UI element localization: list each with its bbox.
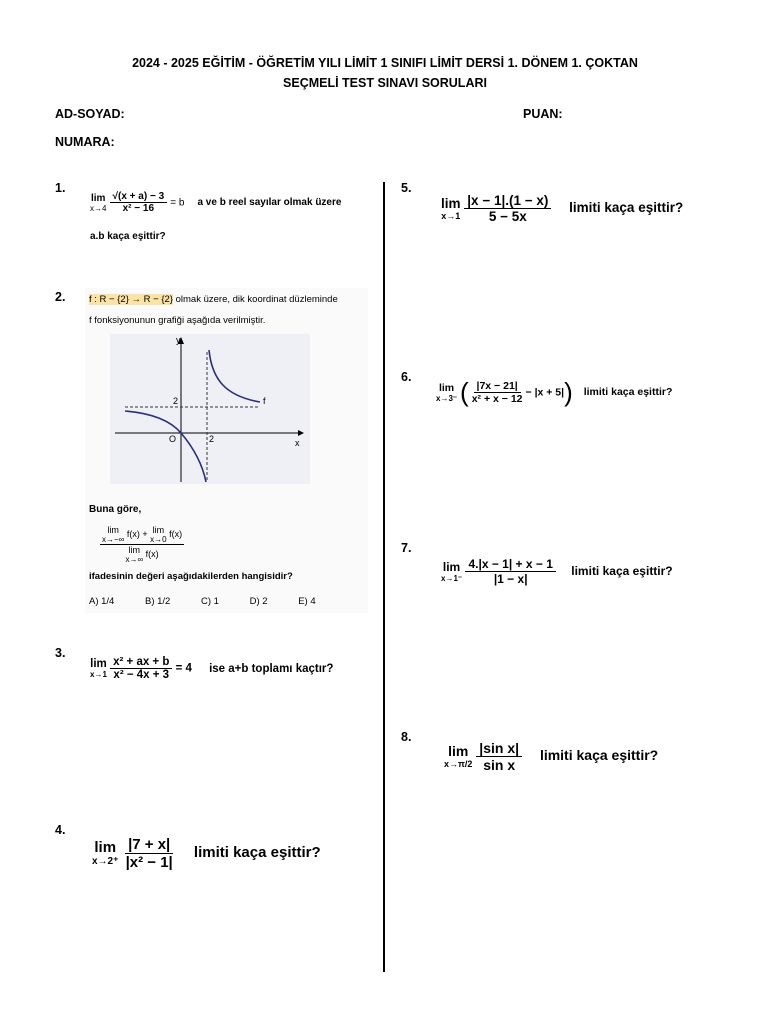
origin-label: O	[169, 434, 177, 444]
y-axis-label: y	[176, 335, 181, 345]
question-text: limiti kaça eşittir?	[569, 200, 684, 216]
lim-text: lim	[438, 382, 455, 394]
lim-text: lim	[128, 545, 141, 555]
question-8-number: 8.	[401, 730, 412, 744]
question-6-number: 6.	[401, 370, 412, 384]
function-graph	[110, 334, 310, 484]
equation-rhs: = 4	[175, 662, 192, 675]
lim-sub: x→π/2	[444, 759, 473, 769]
exam-title-line1: 2024 - 2025 EĞİTİM - ÖĞRETİM YILI LİMİT 1 SINIFI LİMİT DERSİ 1. DÖNEM 1. ÇOKTAN	[132, 56, 638, 70]
lim-sub: x→1	[90, 670, 107, 679]
question-text: a ve b reel sayılar olmak üzere	[197, 197, 342, 209]
y-tick-2-label: 2	[173, 396, 179, 406]
expression-numerator	[100, 525, 184, 545]
fraction-denominator: |1 − x|	[493, 572, 528, 586]
buna-gore-text: Buna göre,	[89, 504, 142, 515]
expression-term: f(x)	[169, 528, 183, 539]
choice-d[interactable]: D) 2	[249, 596, 268, 607]
question-2-expression	[100, 525, 184, 564]
question-6-expression	[436, 377, 672, 408]
fraction-numerator: √(x + a) − 3	[110, 191, 168, 203]
question-text: limiti kaça eşittir?	[583, 386, 673, 399]
lim-text: lim	[441, 195, 461, 211]
question-text: limiti kaça eşittir?	[193, 844, 321, 862]
lim-sub: x→2⁺	[92, 856, 119, 867]
lim-text: lim	[91, 192, 106, 204]
fraction-denominator: x² − 16	[122, 203, 155, 214]
expression-denominator	[100, 545, 184, 564]
lim-sub: x→−∞	[102, 535, 125, 544]
question-text: limiti kaça eşittir?	[539, 747, 659, 764]
fraction-denominator: sin x	[483, 757, 516, 773]
question-text: ise a+b toplamı kaçtır?	[209, 662, 334, 675]
question-2-intro-2: f fonksiyonunun grafiği aşağıda verilmiştir.	[89, 315, 266, 326]
question-1-number: 1.	[55, 181, 66, 195]
exam-title-line2: SEÇMELİ TEST SINAVI SORULARI	[283, 76, 487, 90]
score-label: PUAN:	[523, 107, 563, 121]
question-2-prompt: ifadesinin değeri aşağıdakilerden hangisidir?	[89, 571, 293, 582]
exam-title	[60, 53, 710, 93]
fraction-denominator: x² + x − 12	[471, 393, 523, 405]
expression-term: f(x)	[145, 548, 159, 559]
question-2-intro	[89, 294, 338, 305]
question-2-number: 2.	[55, 290, 66, 304]
question-8-expression	[444, 740, 658, 773]
question-7-number: 7.	[401, 541, 412, 555]
answer-choices	[89, 596, 344, 607]
left-paren: (	[460, 377, 469, 407]
question-5-number: 5.	[401, 181, 412, 195]
intro-text: olmak üzere, dik koordinat düzleminde	[172, 294, 338, 305]
x-axis-label: x	[295, 438, 300, 448]
name-label: AD-SOYAD:	[55, 107, 125, 121]
choice-e[interactable]: E) 4	[298, 596, 316, 607]
question-1-text2: a.b kaça eşittir?	[90, 231, 166, 242]
question-4-number: 4.	[55, 823, 66, 837]
fraction-denominator: |x² − 1|	[125, 854, 173, 871]
question-3-number: 3.	[55, 646, 66, 660]
choice-a[interactable]: A) 1/4	[89, 596, 115, 607]
fraction-denominator: x² − 4x + 3	[113, 669, 170, 681]
fraction-numerator: |x − 1|.(1 − x)	[464, 193, 551, 209]
question-7-expression	[441, 557, 673, 586]
lim-text: lim	[94, 839, 117, 856]
question-text: limiti kaça eşittir?	[571, 563, 673, 578]
fraction-numerator: |7x − 21|	[474, 380, 521, 393]
expression-term: f(x) +	[126, 528, 148, 539]
lim-sub: x→1	[441, 210, 461, 221]
lim-text: lim	[107, 525, 119, 535]
fraction-denominator: 5 − 5x	[488, 209, 527, 224]
choice-b[interactable]: B) 1/2	[145, 596, 171, 607]
question-3-expression	[90, 656, 333, 681]
number-label: NUMARA:	[55, 135, 115, 149]
choice-c[interactable]: C) 1	[201, 596, 219, 607]
question-5-expression	[441, 193, 683, 224]
column-divider	[383, 182, 385, 972]
equation-rhs: = b	[170, 197, 185, 209]
fraction-numerator: 4.|x − 1| + x − 1	[465, 557, 555, 572]
lim-sub: x→0	[150, 535, 167, 544]
x-tick-2-label: 2	[209, 434, 215, 444]
function-domain-highlight: f : R − {2} → R − {2}	[89, 294, 173, 305]
lim-sub: x→∞	[125, 555, 144, 564]
fraction-numerator: |sin x|	[476, 740, 522, 757]
fraction-numerator: x² + ax + b	[110, 656, 172, 669]
right-paren: )	[564, 377, 573, 407]
lim-sub: x→1⁻	[441, 574, 463, 583]
fraction-numerator: |7 + x|	[125, 836, 173, 854]
question-1-expression	[90, 191, 341, 214]
lim-text: lim	[90, 658, 107, 670]
question-4-expression	[92, 836, 321, 871]
expression-term: − |x + 5|	[525, 386, 565, 399]
lim-text: lim	[448, 743, 469, 759]
lim-text: lim	[442, 560, 461, 574]
lim-sub: x→3⁻	[436, 394, 458, 403]
function-label: f	[263, 396, 266, 406]
lim-text: lim	[152, 525, 165, 535]
lim-sub: x→4	[90, 203, 107, 213]
